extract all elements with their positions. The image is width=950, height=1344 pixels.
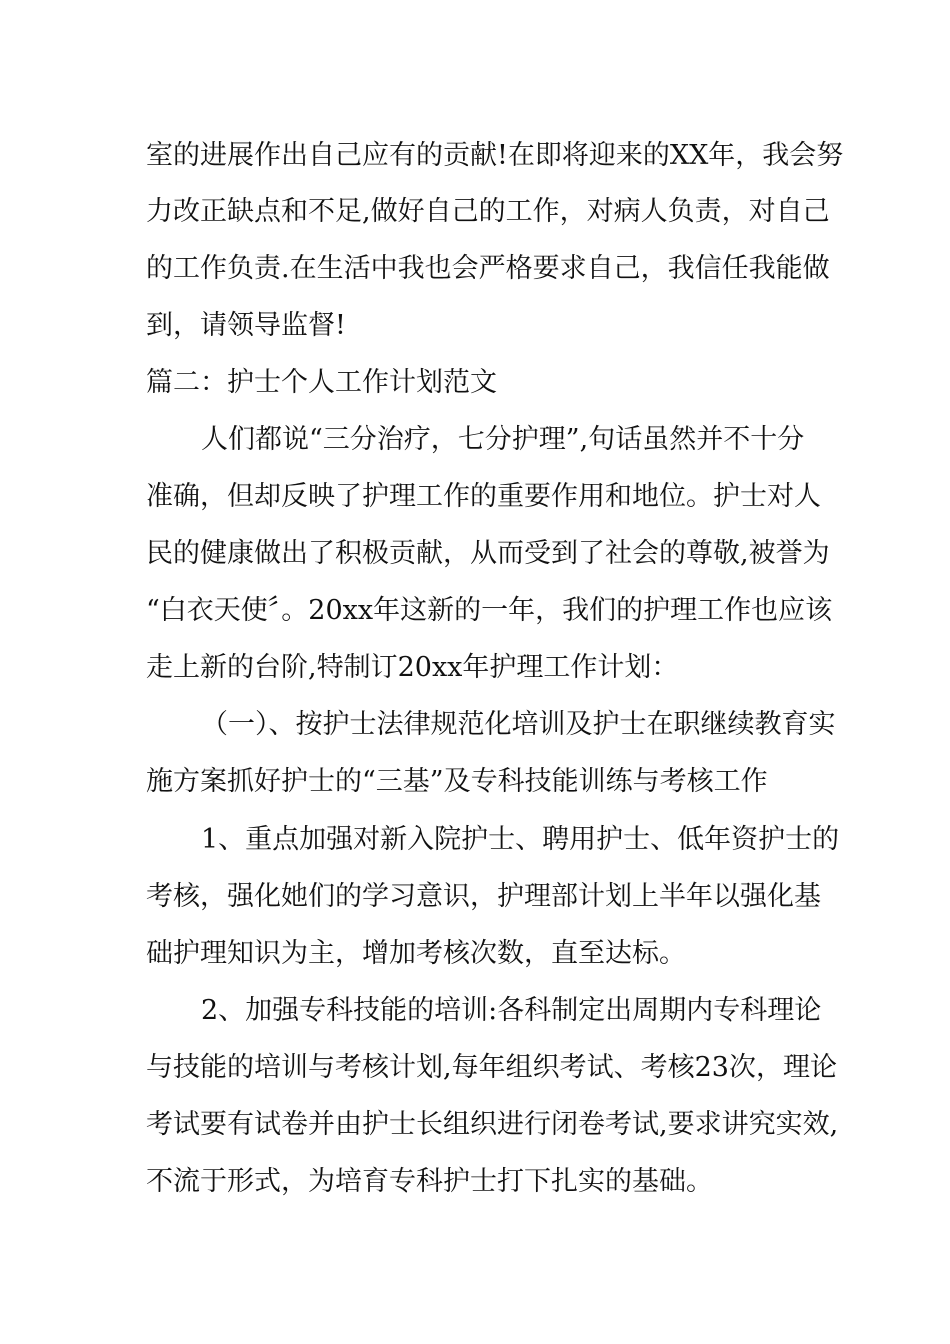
section-heading: 篇二：护士个人工作计划范文 bbox=[146, 367, 497, 398]
text-line: 础护理知识为主，增加考核次数，直至达标。 bbox=[146, 938, 686, 969]
text-line: “白衣天使〞。20xx年这新的一年，我们的护理工作也应该 bbox=[146, 595, 833, 626]
text-line: 1、重点加强对新入院护士、聘用护士、低年资护士的 bbox=[201, 824, 840, 855]
text-line: 考试要有试卷并由护士长组织进行闭卷考试,要求讲究实效, bbox=[146, 1109, 839, 1140]
text-line: 施方案抓好护士的“三基”及专科技能训练与考核工作 bbox=[146, 766, 768, 797]
text-line: 到，请领导监督! bbox=[146, 310, 346, 341]
text-line: 走上新的台阶,特制订20xx年护理工作计划： bbox=[146, 652, 679, 683]
text-line: 考核，强化她们的学习意识，护理部计划上半年以强化基 bbox=[146, 881, 821, 912]
text-line: （一）、按护士法律规范化培训及护士在职继续教育实 bbox=[201, 709, 836, 740]
text-line: 准确，但却反映了护理工作的重要作用和地位。护士对人 bbox=[146, 481, 821, 512]
text-line: 2、加强专科技能的培训:各科制定出周期内专科理论 bbox=[201, 995, 822, 1026]
text-line: 不流于形式，为培育专科护士打下扎实的基础。 bbox=[146, 1166, 713, 1197]
text-line: 民的健康做出了积极贡献，从而受到了社会的尊敬,被誉为 bbox=[146, 538, 830, 569]
text-line: 的工作负责.在生活中我也会严格要求自己，我信任我能做 bbox=[146, 253, 830, 284]
text-line: 力改正缺点和不足,做好自己的工作，对病人负责，对自己 bbox=[146, 196, 830, 227]
text-line: 人们都说“三分治疗，七分护理”,句话虽然并不十分 bbox=[201, 424, 805, 455]
text-line: 室的进展作出自己应有的贡献!在即将迎来的XX年，我会努 bbox=[146, 140, 844, 171]
text-line: 与技能的培训与考核计划,每年组织考试、考核23次，理论 bbox=[146, 1052, 837, 1083]
